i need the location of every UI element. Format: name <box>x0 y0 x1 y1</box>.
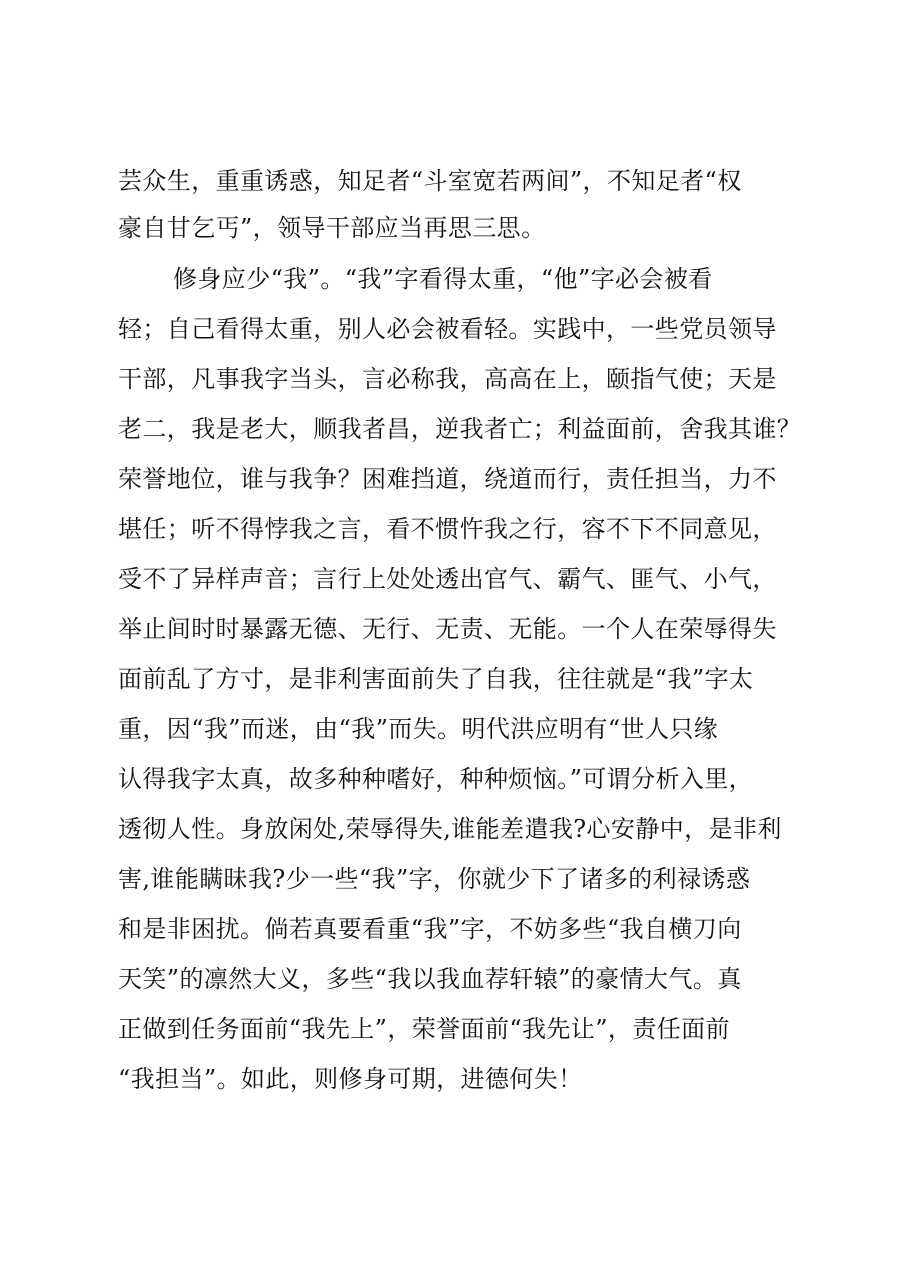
text-line: 害,谁能瞒昧我?少一些“我”字，你就少下了诸多的利禄诱惑 <box>118 865 751 893</box>
text-line: 荣誉地位，谁与我争？困难挡道，绕道而行，责任担当，力不 <box>118 465 777 493</box>
text-line: 面前乱了方寸，是非利害面前失了自我，往往就是“我”字太 <box>118 665 754 693</box>
text-line: 豪自甘乞丐”，领导干部应当再思三思。 <box>118 214 546 242</box>
text-line: 干部，凡事我字当头，言必称我，高高在上，颐指气使；天是 <box>118 365 777 393</box>
text-line: 天笑”的凛然大义，多些“我以我血荐轩辕”的豪情大气。真 <box>118 965 742 993</box>
text-line: 举止间时时暴露无德、无行、无责、无能。一个人在荣辱得失 <box>118 615 777 643</box>
text-line: 堪任；听不得悖我之言，看不惯忤我之行，容不下不同意见， <box>118 515 777 543</box>
text-line: 认得我字太真，故多种种嗜好，种种烦恼。”可谓分析入里， <box>118 765 754 793</box>
text-line: “我担当”。如此，则修身可期，进德何失！ <box>118 1065 583 1093</box>
text-line: 重，因“我”而迷，由“我”而失。明代洪应明有“世人只缘 <box>118 715 719 743</box>
text-line: 受不了异样声音；言行上处处透出官气、霸气、匪气、小气， <box>118 565 777 593</box>
text-line: 透彻人性。身放闲处,荣辱得失,谁能差遣我?心安静中，是非利 <box>118 815 782 843</box>
text-line: 老二，我是老大，顺我者昌，逆我者亡；利益面前，舍我其谁？ <box>118 415 802 443</box>
text-line: 轻；自己看得太重，别人必会被看轻。实践中，一些党员领导 <box>118 315 777 343</box>
paragraph-first-line: 修身应少“我”。“我”字看得太重，“他”字必会被看 <box>173 265 713 293</box>
text-line: 芸众生，重重诱惑，知足者“斗室宽若两间”，不知足者“权 <box>118 167 742 195</box>
text-line: 和是非困扰。倘若真要看重“我”字，不妨多些“我自横刀向 <box>118 915 742 943</box>
text-line: 正做到任务面前“我先上”，荣誉面前“我先让”，责任面前 <box>118 1015 730 1043</box>
